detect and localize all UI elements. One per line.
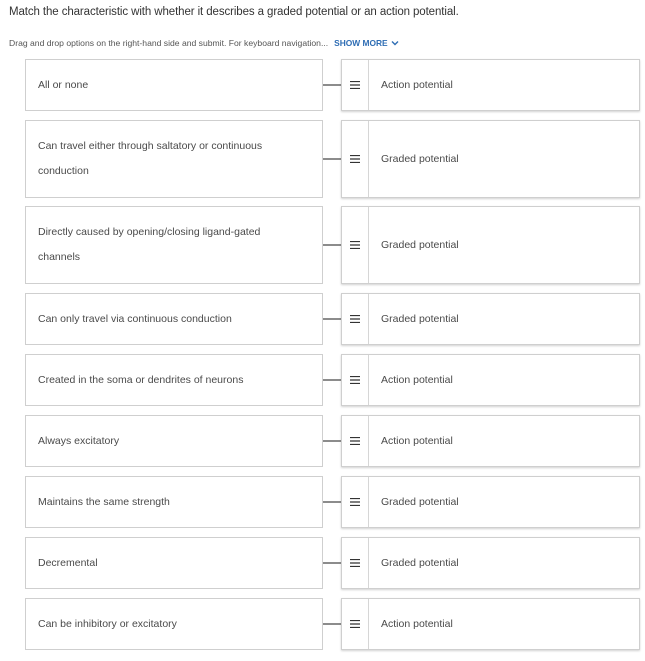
prompt-text: Created in the soma or dendrites of neurons: [38, 373, 244, 386]
connector-line: [323, 440, 341, 442]
connector-line: [323, 158, 341, 160]
prompt-card: [25, 537, 323, 589]
answer-card[interactable]: [341, 293, 640, 345]
answer-card[interactable]: [341, 354, 640, 406]
prompt-text: Directly caused by opening/closing ligand-gated channels: [38, 226, 261, 263]
prompt-text: Can travel either through saltatory or continuous conduction: [38, 140, 263, 177]
prompt-card: [25, 476, 323, 528]
prompt-card: [25, 59, 323, 111]
match-row: [0, 206, 645, 284]
prompt-card: [25, 415, 323, 467]
answer-text: Action potential: [381, 435, 453, 447]
drag-handle-icon[interactable]: [342, 477, 369, 527]
match-row: [0, 59, 645, 111]
connector-line: [323, 379, 341, 381]
drag-handle-icon[interactable]: [342, 538, 369, 588]
connector-line: [323, 318, 341, 320]
answer-card[interactable]: [341, 415, 640, 467]
answer-card[interactable]: [341, 537, 640, 589]
answer-card[interactable]: [341, 120, 640, 198]
match-row: [0, 354, 645, 406]
match-row: [0, 598, 645, 650]
drag-handle-icon[interactable]: [342, 207, 369, 283]
answer-card[interactable]: [341, 59, 640, 111]
connector-line: [323, 623, 341, 625]
prompt-text: Can be inhibitory or excitatory: [38, 617, 177, 630]
answer-card[interactable]: [341, 206, 640, 284]
answer-text: Graded potential: [381, 153, 459, 165]
drag-handle-icon[interactable]: [342, 121, 369, 197]
match-row: [0, 120, 645, 198]
instructions-text: Drag and drop options on the right-hand side and submit. For keyboard navigation...: [9, 38, 329, 48]
answer-text: Action potential: [381, 618, 453, 630]
prompt-text: All or none: [38, 78, 89, 91]
answer-card[interactable]: [341, 598, 640, 650]
match-row: [0, 293, 645, 345]
answer-text: Graded potential: [381, 313, 459, 325]
match-row: [0, 476, 645, 528]
prompt-card: [25, 120, 323, 198]
answer-text: Action potential: [381, 79, 453, 91]
answer-text: Graded potential: [381, 239, 459, 251]
prompt-text: Maintains the same strength: [38, 495, 170, 508]
answer-card[interactable]: [341, 476, 640, 528]
connector-line: [323, 562, 341, 564]
drag-handle-icon[interactable]: [342, 599, 369, 649]
match-row: [0, 537, 645, 589]
prompt-text: Decremental: [38, 556, 98, 569]
prompt-card: [25, 354, 323, 406]
prompt-text: Can only travel via continuous conduction: [38, 312, 232, 325]
connector-line: [323, 501, 341, 503]
prompt-text: Always excitatory: [38, 434, 120, 447]
drag-handle-icon[interactable]: [342, 355, 369, 405]
connector-line: [323, 84, 341, 86]
answer-text: Graded potential: [381, 557, 459, 569]
show-more-label: SHOW MORE: [334, 38, 388, 48]
prompt-card: [25, 598, 323, 650]
match-row: [0, 415, 645, 467]
prompt-card: [25, 293, 323, 345]
drag-handle-icon[interactable]: [342, 416, 369, 466]
question-prompt: Match the characteristic with whether it describes a graded potential or an action potential.: [9, 6, 459, 18]
connector-line: [323, 244, 341, 246]
drag-handle-icon[interactable]: [342, 60, 369, 110]
answer-text: Graded potential: [381, 496, 459, 508]
drag-handle-icon[interactable]: [342, 294, 369, 344]
answer-text: Action potential: [381, 374, 453, 386]
prompt-card: [25, 206, 323, 284]
